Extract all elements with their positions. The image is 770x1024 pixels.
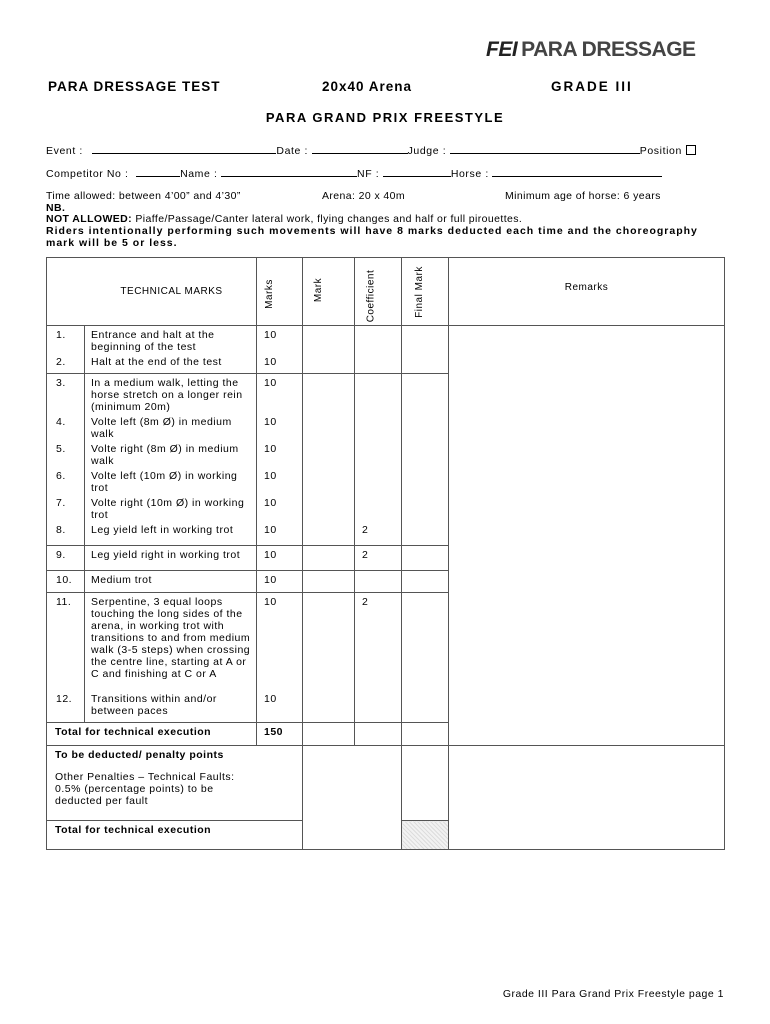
final-mark-cell[interactable] xyxy=(402,413,449,440)
movement-description: Serpentine, 3 equal loops touching the long sides of the arena, in working trot with transitions to and from medium walk (3-5 steps) when crossing the centre line, starting at A or C and finishing at C or A xyxy=(85,593,257,690)
max-marks: 10 xyxy=(257,571,303,593)
mark-input-cell[interactable] xyxy=(303,546,355,571)
final-mark-cell[interactable] xyxy=(402,440,449,467)
max-marks: 10 xyxy=(257,326,303,354)
final-mark-cell[interactable] xyxy=(402,326,449,354)
coefficient-value xyxy=(355,373,402,413)
arena-heading: 20x40 Arena xyxy=(322,79,413,94)
total-label: Total for technical execution xyxy=(47,723,257,746)
movement-description: Volte left (8m Ø) in medium walk xyxy=(85,413,257,440)
remarks-header: Remarks xyxy=(449,258,725,326)
final-mark-cell[interactable] xyxy=(402,571,449,593)
grade-heading: GRADE III xyxy=(551,79,633,94)
max-marks: 10 xyxy=(257,467,303,494)
fei-para-dressage-logo xyxy=(486,38,696,62)
penalty-cell xyxy=(47,746,303,821)
movement-number: 11. xyxy=(47,593,85,690)
logo-text: PARA DRESSAGE xyxy=(521,38,696,61)
max-marks: 10 xyxy=(257,494,303,521)
movement-number: 8. xyxy=(47,521,85,546)
mark-input-cell[interactable] xyxy=(303,571,355,593)
penalty-remarks-cell[interactable] xyxy=(449,746,725,850)
coefficient-value xyxy=(355,690,402,723)
coefficient-value xyxy=(355,494,402,521)
final-mark-cell[interactable] xyxy=(402,353,449,373)
coefficient-header-cell xyxy=(355,258,402,326)
total-coef-cell xyxy=(355,723,402,746)
movement-number: 2. xyxy=(47,353,85,373)
max-marks: 10 xyxy=(257,440,303,467)
coefficient-value xyxy=(355,467,402,494)
penalty-final-cell[interactable] xyxy=(402,746,449,821)
max-marks: 10 xyxy=(257,373,303,413)
mark-input-cell[interactable] xyxy=(303,440,355,467)
final-total-shaded-cell xyxy=(402,821,449,850)
movement-description: Volte right (10m Ø) in working trot xyxy=(85,494,257,521)
judge-label: Judge : xyxy=(407,145,447,157)
nb-label: NB. xyxy=(46,202,66,214)
movement-number: 12. xyxy=(47,690,85,723)
mark-header-cell xyxy=(303,258,355,326)
max-marks: 10 xyxy=(257,546,303,571)
minimum-age: Minimum age of horse: 6 years xyxy=(505,190,661,202)
mark-input-cell[interactable] xyxy=(303,373,355,413)
competitor-label: Competitor No : xyxy=(46,168,129,180)
mark-header: Mark xyxy=(313,277,325,303)
page-footer: Grade III Para Grand Prix Freestyle page 1 xyxy=(502,988,724,1000)
movement-number: 6. xyxy=(47,467,85,494)
coefficient-value xyxy=(355,413,402,440)
movement-description: Leg yield left in working trot xyxy=(85,521,257,546)
movement-number: 4. xyxy=(47,413,85,440)
coefficient-value xyxy=(355,571,402,593)
not-allowed-text: Piaffe/Passage/Canter lateral work, flying changes and half or full pirouettes. xyxy=(132,213,523,225)
mark-input-cell[interactable] xyxy=(303,593,355,690)
time-allowed: Time allowed: between 4’00” and 4’30” xyxy=(46,190,241,202)
mark-input-cell[interactable] xyxy=(303,467,355,494)
coefficient-value: 2 xyxy=(355,546,402,571)
max-marks: 10 xyxy=(257,593,303,690)
penalty-text: Other Penalties – Technical Faults: 0.5% (percentage points) to be deducted per fault xyxy=(55,771,235,807)
technical-marks-header: TECHNICAL MARKS xyxy=(47,258,257,326)
total-mark-cell[interactable] xyxy=(303,723,355,746)
test-title: PARA GRAND PRIX FREESTYLE xyxy=(265,110,505,125)
total-value: 150 xyxy=(257,723,303,746)
final-mark-header: Final Mark xyxy=(413,266,425,318)
table-header-row xyxy=(47,258,725,326)
mark-input-cell[interactable] xyxy=(303,494,355,521)
competitor-row xyxy=(46,166,662,180)
movement-description: In a medium walk, letting the horse stretch on a longer rein (minimum 20m) xyxy=(85,373,257,413)
coefficient-value xyxy=(355,440,402,467)
coefficient-value xyxy=(355,353,402,373)
judge-field[interactable] xyxy=(450,143,640,154)
nf-field[interactable] xyxy=(383,166,451,177)
remarks-cell[interactable] xyxy=(449,326,725,746)
movement-description: Transitions within and/or between paces xyxy=(85,690,257,723)
competitor-field[interactable] xyxy=(136,166,180,177)
movement-number: 1. xyxy=(47,326,85,354)
movement-description: Volte left (10m Ø) in working trot xyxy=(85,467,257,494)
movement-number: 5. xyxy=(47,440,85,467)
position-checkbox[interactable] xyxy=(686,145,696,155)
final-mark-header-cell xyxy=(402,258,449,326)
coefficient-value: 2 xyxy=(355,593,402,690)
horse-field[interactable] xyxy=(492,166,662,177)
riders-penalty-note: Riders intentionally performing such movements will have 8 marks deducted each time and the choreography mark will be 5 or less. xyxy=(46,225,698,249)
final-mark-cell[interactable] xyxy=(402,494,449,521)
marks-header: Marks xyxy=(263,279,275,309)
name-field[interactable] xyxy=(221,166,357,177)
not-allowed-label: NOT ALLOWED: xyxy=(46,213,133,225)
movement-description: Medium trot xyxy=(85,571,257,593)
mark-input-cell[interactable] xyxy=(303,413,355,440)
penalty-row xyxy=(47,746,725,821)
movement-number: 3. xyxy=(47,373,85,413)
mark-input-cell[interactable] xyxy=(303,353,355,373)
movement-description: Entrance and halt at the beginning of the test xyxy=(85,326,257,354)
fei-logo-mark: FEI xyxy=(486,38,518,61)
max-marks: 10 xyxy=(257,413,303,440)
coefficient-value xyxy=(355,326,402,354)
arena-size: Arena: 20 x 40m xyxy=(322,190,406,202)
table-row xyxy=(47,326,725,354)
horse-label: Horse : xyxy=(450,168,489,180)
mark-input-cell[interactable] xyxy=(303,326,355,354)
movement-number: 10. xyxy=(47,571,85,593)
penalty-mark-area[interactable] xyxy=(303,746,402,850)
date-field[interactable] xyxy=(312,143,408,154)
movement-number: 7. xyxy=(47,494,85,521)
test-type-heading: PARA DRESSAGE TEST xyxy=(48,79,221,94)
movement-number: 9. xyxy=(47,546,85,571)
final-mark-cell[interactable] xyxy=(402,521,449,546)
final-mark-cell[interactable] xyxy=(402,546,449,571)
movement-description: Volte right (8m Ø) in medium walk xyxy=(85,440,257,467)
event-row xyxy=(46,143,696,157)
final-mark-cell[interactable] xyxy=(402,373,449,413)
total-final-cell[interactable] xyxy=(402,723,449,746)
event-field[interactable] xyxy=(92,143,276,154)
movement-description: Leg yield right in working trot xyxy=(85,546,257,571)
final-mark-cell[interactable] xyxy=(402,593,449,690)
name-label: Name : xyxy=(180,168,218,180)
event-label: Event : xyxy=(46,145,83,157)
technical-marks-table xyxy=(46,257,725,850)
penalty-label: To be deducted/ penalty points xyxy=(55,749,224,761)
final-mark-cell[interactable] xyxy=(402,467,449,494)
final-total-label: Total for technical execution xyxy=(47,821,303,850)
coefficient-header: Coefficient xyxy=(365,269,377,323)
marks-header-cell xyxy=(257,258,303,326)
max-marks: 10 xyxy=(257,690,303,723)
coefficient-value: 2 xyxy=(355,521,402,546)
final-mark-cell[interactable] xyxy=(402,690,449,723)
position-label: Position xyxy=(639,145,682,157)
movement-description: Halt at the end of the test xyxy=(85,353,257,373)
mark-input-cell[interactable] xyxy=(303,521,355,546)
max-marks: 10 xyxy=(257,521,303,546)
mark-input-cell[interactable] xyxy=(303,690,355,723)
date-label: Date : xyxy=(276,145,309,157)
nf-label: NF : xyxy=(357,168,380,180)
not-allowed-line xyxy=(46,213,522,225)
max-marks: 10 xyxy=(257,353,303,373)
